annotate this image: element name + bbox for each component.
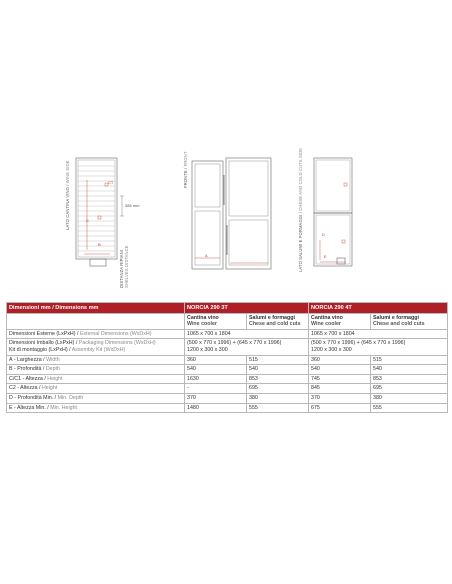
table-row: E - Altezza Min. / Min. Height 1480 555 675 555 — [7, 403, 448, 413]
mark-d: D — [322, 233, 325, 237]
mark-b: B — [98, 242, 101, 247]
subheader-cell: Salumi e formaggi Chese and cold cuts — [247, 313, 309, 329]
table-row: B - Profondità / Depth 540 540 540 540 — [7, 365, 448, 375]
table-header-row — [7, 303, 448, 314]
front-label: FRONTE / FRONT — [183, 151, 188, 188]
mark-ct: CT — [108, 180, 114, 185]
cheese-side-upper — [314, 158, 352, 213]
wine-shelves — [78, 166, 115, 251]
subheader-cell: Cantina vino Wine cooler — [185, 313, 247, 329]
header-dimensions: Dimensioni mm / Dimensions mm — [7, 303, 185, 314]
table-row: C/C1 - Altezza / Height 1630 853 745 853 — [7, 374, 448, 384]
cheese-side-label: LATO SALUMI E FORMAGGI / CHESE AND COLD CUTS SIDE — [298, 147, 303, 272]
header-model-4t: NORCIA 290 4T — [309, 303, 448, 314]
wine-side-label: LATO CANTINA VINO / WINE SIDE — [65, 160, 70, 230]
table-row: C2 - Altezza / Height - 695 845 695 — [7, 384, 448, 394]
table-row: Dimensioni Esterne (LxPxH) / External Dimensions (WxDxH) 1065 x 700 x 1804 1065 x 700 x 1804 — [7, 329, 448, 339]
subheader-cell: Cantina vino Wine cooler — [309, 313, 371, 329]
front-drawing — [192, 158, 271, 269]
dimensions-table-wrap — [6, 302, 447, 413]
mark-c: C — [86, 218, 89, 223]
dimensions-table — [6, 302, 448, 413]
wine-side-drawing — [76, 158, 124, 266]
mark-a: A — [205, 253, 208, 258]
table-row: Dimensioni Imballo (LxPxH) / Packaging Dimensions (WxDxH) Kit di montaggio (LxPxH) / Assembly Kit (WxDxH) (500 x 770 x 1996) + (645 x 770 x 1996) 1200 x 300 x 300 (500 x 770 x 1996) + (645 x 770 x 1996) 1200 x 300 x 300 — [7, 339, 448, 355]
table-row: A - Larghezza / Width 360 515 360 515 — [7, 355, 448, 365]
wine-side-base — [90, 259, 106, 266]
wine-side-body — [76, 158, 117, 259]
mark-e: E — [324, 255, 327, 259]
shelves-distance-label-en: SHELVES DISTANCE — [124, 245, 129, 288]
front-right-door — [226, 158, 271, 269]
table-subheader-row — [7, 313, 448, 329]
shelf-dimension: 385 mm — [125, 203, 140, 208]
header-model-3t: NORCIA 290 3T — [185, 303, 309, 314]
table-row: D - Profondità Min. / Min. Depth 370 380 370 380 — [7, 393, 448, 403]
cheese-side-lower — [314, 213, 352, 266]
subheader-cell: Salumi e formaggi Chese and cold cuts — [371, 313, 448, 329]
shelves-distance-label: DISTANZA RIPIANI — [119, 249, 124, 288]
cheese-side-drawing — [314, 158, 352, 266]
